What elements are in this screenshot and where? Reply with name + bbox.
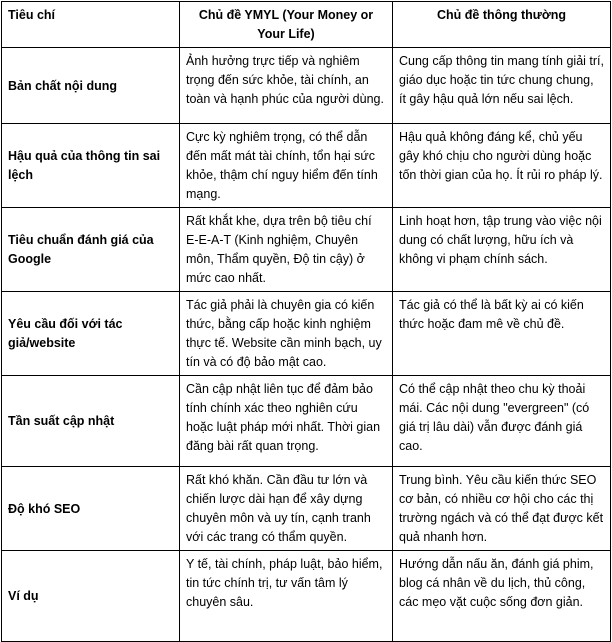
criterion-cell: Tần suất cập nhật (2, 376, 180, 467)
ymyl-cell: Cần cập nhật liên tục để đảm bảo tính chính xác theo nghiên cứu hoặc luật pháp mới nhất. Thời gian đăng bài rất quan trọng. (180, 376, 393, 467)
header-ymyl: Chủ đề YMYL (Your Money or Your Life) (180, 2, 393, 48)
criterion-cell: Ví dụ (2, 551, 180, 642)
ymyl-cell: Rất khắt khe, dựa trên bộ tiêu chí E-E-A-T (Kinh nghiệm, Chuyên môn, Thẩm quyền, Độ tin cậy) ở mức cao nhất. (180, 208, 393, 292)
normal-cell: Linh hoạt hơn, tập trung vào việc nội dung có chất lượng, hữu ích và không vi phạm chính sách. (393, 208, 611, 292)
table-row (2, 48, 611, 124)
criterion-cell: Bản chất nội dung (2, 48, 180, 124)
normal-cell: Tác giả có thể là bất kỳ ai có kiến thức hoặc đam mê về chủ đề. (393, 292, 611, 376)
criterion-cell: Yêu cầu đối với tác giả/website (2, 292, 180, 376)
ymyl-cell: Cực kỳ nghiêm trọng, có thể dẫn đến mất mát tài chính, tổn hại sức khỏe, thậm chí nguy hiểm đến tính mạng. (180, 124, 393, 208)
table-row (2, 467, 611, 551)
normal-cell: Hậu quả không đáng kể, chủ yếu gây khó chịu cho người dùng hoặc tốn thời gian của họ. Ít rủi ro pháp lý. (393, 124, 611, 208)
table-row (2, 551, 611, 642)
criterion-cell: Tiêu chuẩn đánh giá của Google (2, 208, 180, 292)
table-row (2, 208, 611, 292)
header-normal: Chủ đề thông thường (393, 2, 611, 48)
ymyl-cell: Ảnh hưởng trực tiếp và nghiêm trọng đến sức khỏe, tài chính, an toàn và hạnh phúc của người dùng. (180, 48, 393, 124)
table-row (2, 292, 611, 376)
criterion-cell: Hậu quả của thông tin sai lệch (2, 124, 180, 208)
criterion-cell: Độ khó SEO (2, 467, 180, 551)
normal-cell: Có thể cập nhật theo chu kỳ thoải mái. Các nội dung "evergreen" (có giá trị lâu dài) vẫn được đánh giá cao. (393, 376, 611, 467)
ymyl-cell: Y tế, tài chính, pháp luật, bảo hiểm, tin tức chính trị, tư vấn tâm lý chuyên sâu. (180, 551, 393, 642)
header-row (2, 2, 611, 48)
table-row (2, 124, 611, 208)
ymyl-cell: Tác giả phải là chuyên gia có kiến thức, bằng cấp hoặc kinh nghiệm thực tế. Website cần minh bạch, uy tín và có độ bảo mật cao. (180, 292, 393, 376)
table-row (2, 376, 611, 467)
normal-cell: Trung bình. Yêu cầu kiến thức SEO cơ bản, có nhiều cơ hội cho các thị trường ngách và có thể đạt được kết quả nhanh hơn. (393, 467, 611, 551)
comparison-table (1, 1, 611, 642)
ymyl-cell: Rất khó khăn. Cần đầu tư lớn và chiến lược dài hạn để xây dựng chuyên môn và uy tín, cạnh tranh với các trang có thẩm quyền. (180, 467, 393, 551)
header-criterion: Tiêu chí (2, 2, 180, 48)
normal-cell: Cung cấp thông tin mang tính giải trí, giáo dục hoặc tin tức chung chung, ít gây hậu quả lớn nếu sai lệch. (393, 48, 611, 124)
normal-cell: Hướng dẫn nấu ăn, đánh giá phim, blog cá nhân về du lịch, thủ công, các mẹo vặt cuộc sống đơn giản. (393, 551, 611, 642)
